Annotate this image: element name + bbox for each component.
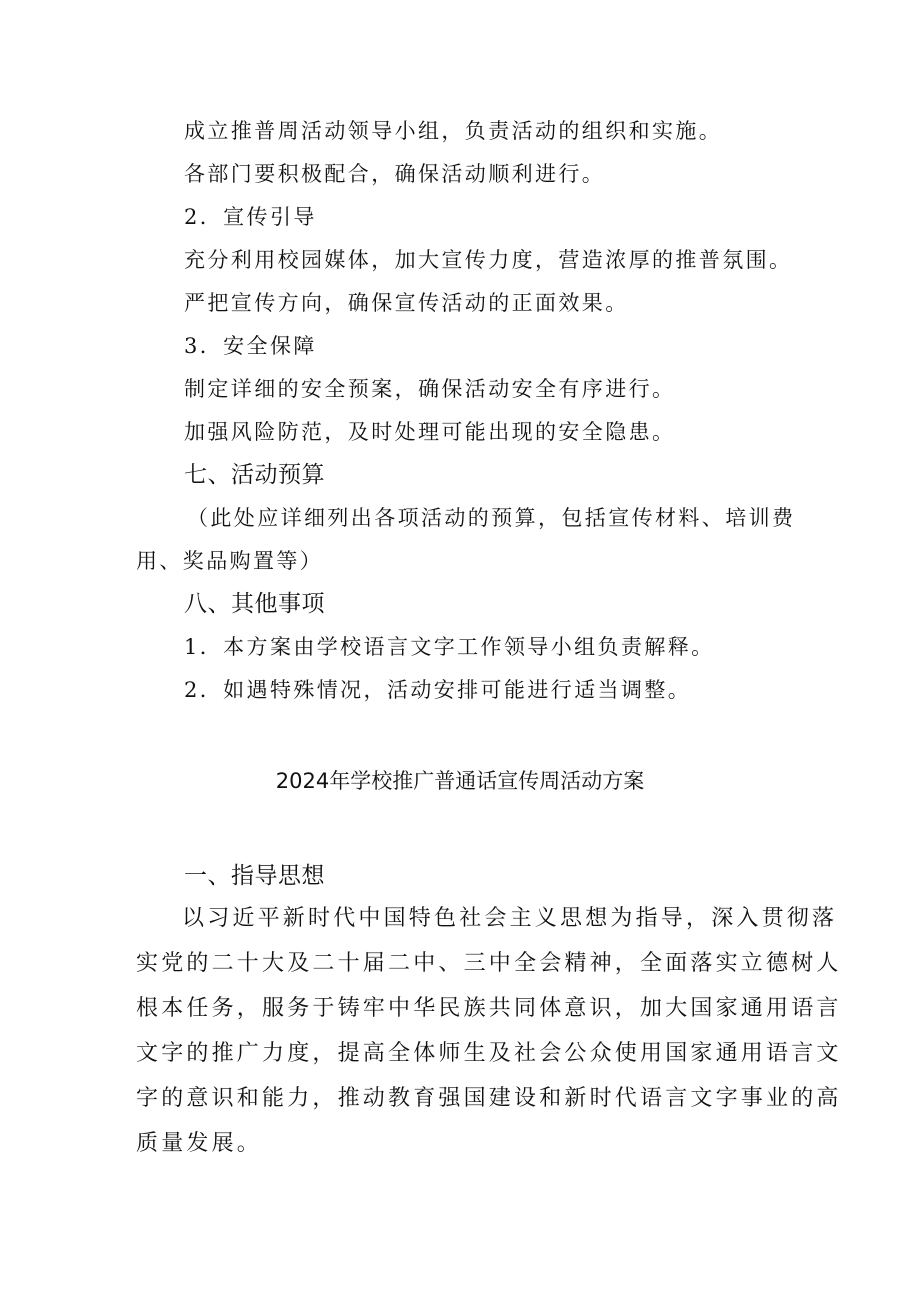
paragraph-line: 各部门要积极配合，确保活动顺利进行。 bbox=[184, 162, 606, 186]
paragraph-line: 成立推普周活动领导小组，负责活动的组织和实施。 bbox=[184, 119, 723, 143]
subheading-publicity: 2．宣传引导 bbox=[184, 205, 317, 229]
paragraph-line: 文字的推广力度，提高全体师生及社会公众使用国家通用语言文 bbox=[136, 1041, 842, 1066]
paragraph-line: 用、奖品购置等） bbox=[136, 549, 324, 573]
paragraph-line: 根本任务，服务于铸牢中华民族共同体意识，加大国家通用语言 bbox=[136, 996, 842, 1021]
document-title: 2024年学校推广普通话宣传周活动方案 bbox=[275, 769, 645, 793]
paragraph-line: （此处应详细列出各项活动的预算，包括宣传材料、培训费 bbox=[187, 506, 796, 530]
section-heading-guiding-ideology: 一、指导思想 bbox=[184, 863, 325, 889]
list-item: 2．如遇特殊情况，活动安排可能进行适当调整。 bbox=[184, 678, 692, 702]
paragraph-line: 质量发展。 bbox=[136, 1131, 263, 1156]
paragraph-line: 制定详细的安全预案，确保活动安全有序进行。 bbox=[184, 377, 676, 401]
paragraph-line: 充分利用校园媒体，加大宣传力度，营造浓厚的推普氛围。 bbox=[184, 248, 793, 272]
paragraph-line: 加强风险防范，及时处理可能出现的安全隐患。 bbox=[184, 420, 676, 444]
paragraph-line: 以习近平新时代中国特色社会主义思想为指导，深入贯彻落 bbox=[182, 906, 838, 931]
paragraph-line: 实党的二十大及二十届二中、三中全会精神，全面落实立德树人 bbox=[136, 951, 842, 976]
list-item: 1．本方案由学校语言文字工作领导小组负责解释。 bbox=[184, 635, 715, 659]
paragraph-line: 严把宣传方向，确保宣传活动的正面效果。 bbox=[184, 291, 629, 315]
section-heading-budget: 七、活动预算 bbox=[184, 462, 325, 488]
paragraph-line: 字的意识和能力，推动教育强国建设和新时代语言文字事业的高 bbox=[136, 1086, 842, 1111]
subheading-safety: 3．安全保障 bbox=[184, 334, 317, 358]
section-heading-other-matters: 八、其他事项 bbox=[184, 591, 325, 617]
